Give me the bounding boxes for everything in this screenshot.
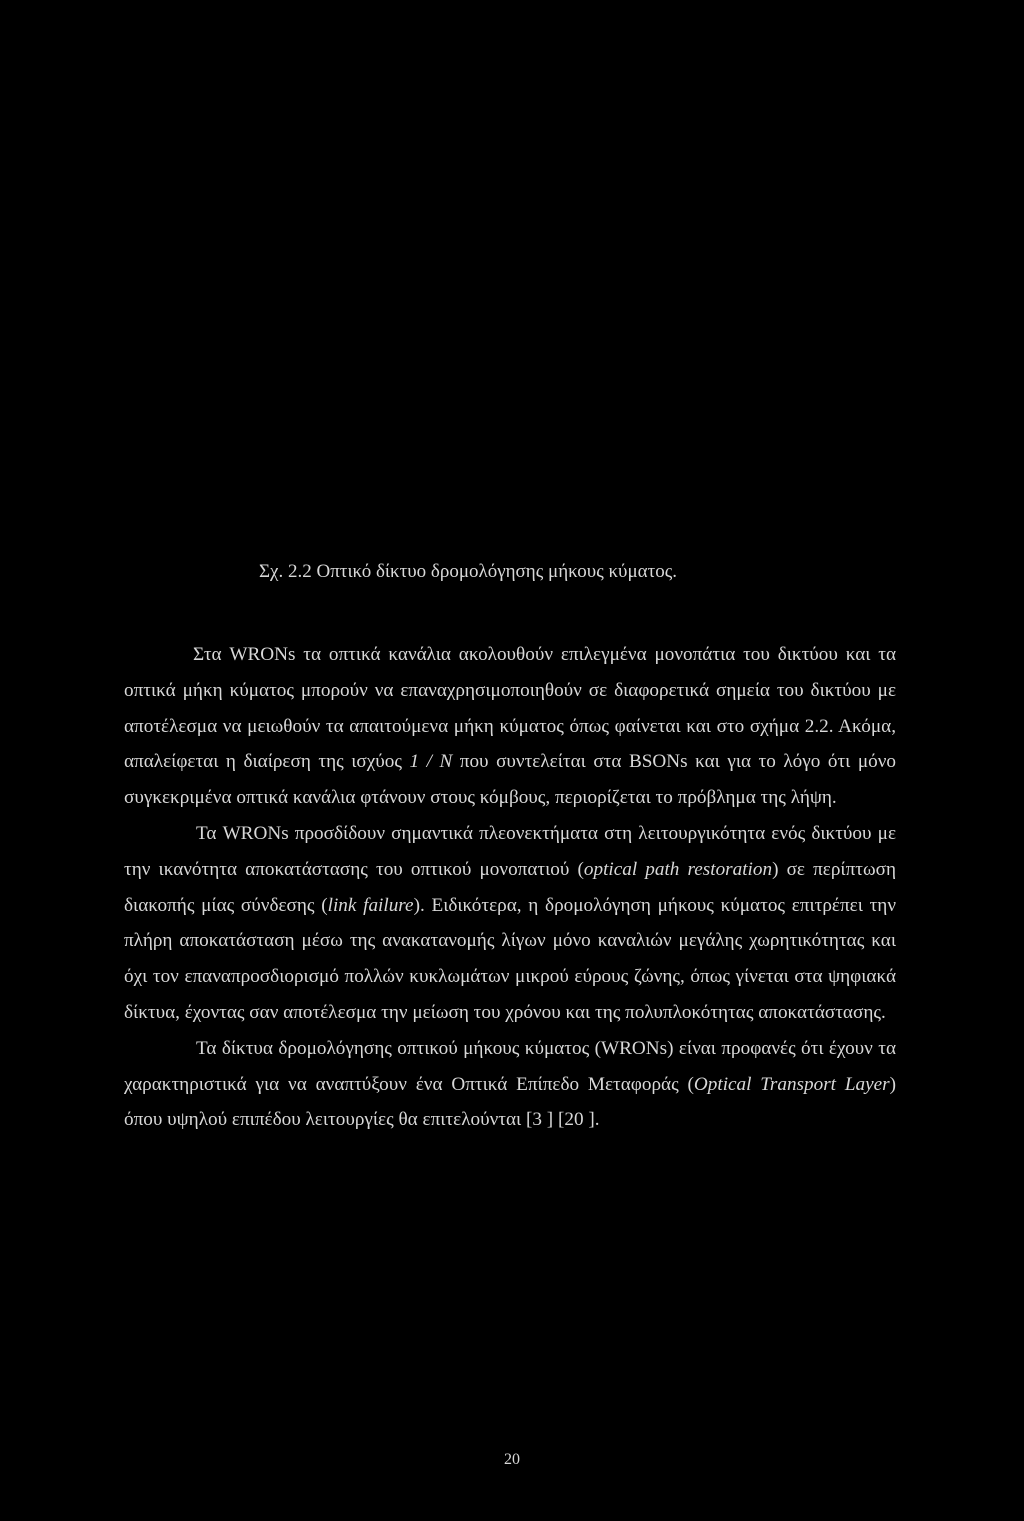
paragraph-wron-wavelength-reuse [124,637,896,816]
page-number: 20 [504,1451,520,1468]
paragraph-text: ). Ειδικότερα, η δρομολόγηση μήκους κύματος επιτρέπει την πλήρη αποκατάσταση μέσω της ανακατανομής λίγων μόνο καναλιών μεγάλης χωρητικότητας και όχι τον επαναπροσδιορισμό πολλών κυκλωμάτων μικρού εύρους ζώνης, όπως γίνεται στα ψηφιακά δίκτυα, έχοντας σαν αποτέλεσμα την μείωση του χρόνου και της πολυπλοκότητας αποκατάστασης. [124,894,897,1023]
power-division-term: 1 / N [409,751,453,773]
body-text [124,637,896,1138]
paragraph-text: ) όπου υψηλού επιπέδου λειτουργίες θα επιτελούνται [3 ] [20 ]. [124,1073,896,1131]
paragraph-text: Τα δίκτυα δρομολόγησης οπτικού μήκους κύματος (WRONs) είναι προφανές ότι έχουν τα χαρακτηριστικά για να αναπτύξουν ένα Οπτικά Επίπεδο Μεταφοράς ( [124,1037,896,1095]
optical-path-restoration-term: optical path restoration [583,858,773,880]
link-failure-term: link failure [327,894,414,916]
paragraph-text: που συντελείται στα BSONs και για το λόγο ότι μόνο συγκεκριμένα οπτικά κανάλια φτάνουν στους κόμβους, περιορίζεται το πρόβλημα της λήψη. [124,751,896,809]
paragraph-text: Στα WRONs τα οπτικά κανάλια ακολουθούν επιλεγμένα μονοπάτια του δικτύου και τα οπτικά μήκη κύματος μπορούν να επαναχρησιμοποιηθούν σε διαφορετικά σημεία του δικτύου με αποτέλεσμα να μειωθούν τα απαιτούμενα μήκη κύματος όπως φαίνεται και στο σχήμα 2.2. Ακόμα, απαλείφεται η διαίρεση της ισχύος [124,644,896,773]
optical-transport-layer-term: Optical Transport Layer [693,1073,890,1095]
paragraph-optical-transport-layer [124,1031,896,1138]
paragraph-text: ) σε περίπτωση διακοπής μίας σύνδεσης ( [124,858,896,916]
paragraph-wron-restoration [124,816,896,1031]
paragraph-text: Τα WRONs προσδίδουν σημαντικά πλεονεκτήματα στη λειτουργικότητα ενός δικτύου με την ικανότητα αποκατάστασης του οπτικού μονοπατιού ( [124,822,896,880]
figure-caption: Σχ. 2.2 Οπτικό δίκτυο δρομολόγησης μήκους κύματος. [259,561,677,582]
